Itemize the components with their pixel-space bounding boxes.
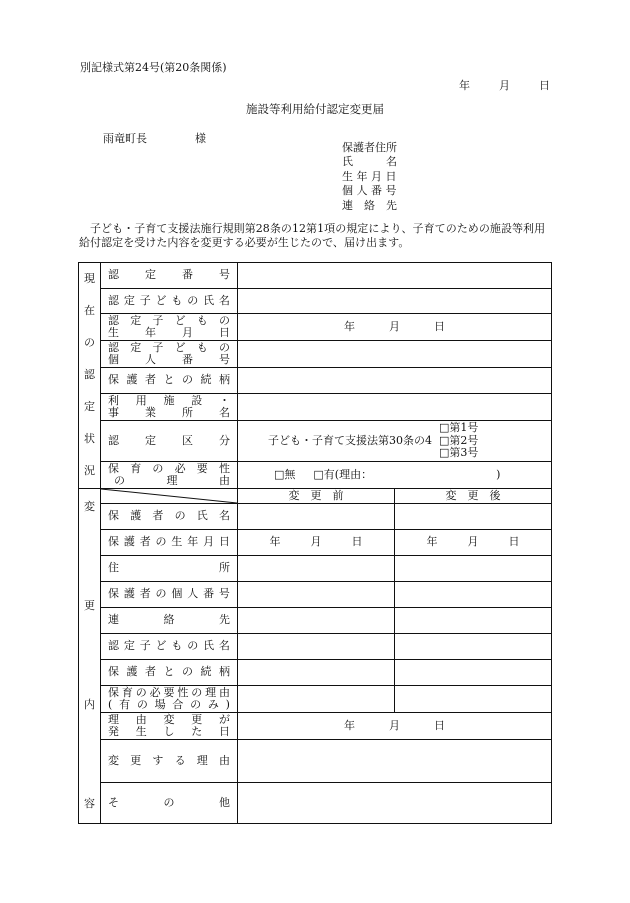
label-char: と — [163, 373, 175, 387]
child-name-field[interactable] — [238, 289, 552, 314]
label-char: 更 — [130, 753, 142, 767]
label-char: も — [171, 639, 183, 653]
change-reason-field[interactable] — [238, 740, 552, 783]
label-char: 理 — [166, 474, 178, 487]
form-number: 別記様式第24号(第20条関係) — [80, 61, 227, 74]
applicant-name-label: 氏 名 — [342, 155, 397, 169]
label-char: の — [136, 698, 148, 711]
label-char: 護 — [123, 587, 135, 601]
label-char: 氏 — [203, 293, 215, 307]
change-details-section-label — [79, 489, 101, 824]
label-char: が — [219, 712, 230, 726]
label-char: 発 — [108, 725, 119, 738]
contact-after[interactable] — [395, 608, 552, 634]
label-char: た — [191, 725, 203, 738]
category-option-checkbox[interactable]: □第3号 — [439, 446, 479, 460]
date-unit: 年 — [269, 535, 281, 549]
label-char: 氏 — [196, 509, 208, 523]
submission-date — [459, 77, 550, 93]
other-field[interactable] — [238, 783, 552, 824]
cert-number-field[interactable] — [238, 263, 552, 289]
label-char: 必 — [149, 685, 161, 699]
change-details-char: 更 — [84, 599, 95, 613]
label-char: 護 — [123, 535, 135, 549]
contact-before[interactable] — [238, 608, 395, 634]
label-char: の — [191, 685, 203, 699]
label-char: ( — [108, 698, 113, 711]
label-char: の — [187, 639, 199, 653]
label-char: 名 — [218, 293, 230, 307]
label-char: 保 — [108, 535, 119, 549]
guardian-number-before[interactable] — [238, 582, 395, 608]
cert-number-label — [101, 263, 238, 289]
label-char: 続 — [200, 665, 212, 679]
label-char: 住 — [108, 561, 119, 575]
label-char: 者 — [152, 509, 164, 523]
change-date-label — [101, 713, 238, 740]
label-char: 番 — [203, 587, 215, 601]
label-char: る — [174, 753, 186, 767]
current-status-section-label — [79, 263, 101, 489]
label-char: 生 — [171, 535, 183, 549]
change-need-label — [101, 686, 238, 713]
applicant-address-label: 保護者住所 — [342, 141, 397, 154]
label-char: も — [196, 340, 208, 354]
label-char: 個 — [171, 587, 183, 601]
label-char: 号 — [219, 268, 230, 282]
change-reason-label — [101, 740, 238, 783]
label-char: 者 — [139, 587, 151, 601]
change-child-name-label — [101, 634, 238, 660]
label-char: 連 — [108, 613, 119, 627]
applicant-block — [342, 141, 397, 213]
change-need-after[interactable] — [395, 686, 552, 713]
label-char: 号 — [218, 587, 230, 601]
diagonal-line — [101, 489, 237, 503]
label-char: の — [174, 509, 186, 523]
label-char: 子 — [139, 293, 151, 307]
label-char: 理 — [196, 753, 208, 767]
label-char: 日 — [219, 725, 230, 738]
label-char: 名 — [218, 509, 230, 523]
label-char: 分 — [219, 433, 230, 447]
change-relationship-before[interactable] — [238, 660, 395, 686]
label-char: 護 — [126, 665, 138, 679]
change-details-char: 変 — [84, 500, 95, 513]
need-close-paren: ) — [496, 467, 501, 481]
label-char: の — [187, 293, 199, 307]
current-status-char: 認 — [84, 368, 95, 382]
label-char: の — [155, 535, 167, 549]
label-char: の — [152, 461, 164, 475]
label-char: 由 — [219, 685, 230, 699]
label-char: ・ — [219, 393, 230, 407]
addressee-suffix: 様 — [195, 132, 206, 145]
label-char: も — [171, 293, 183, 307]
other-label — [101, 783, 238, 824]
declaration-text: 子ども・子育て支援法施行規則第28条の12第1項の規定により、子育てのための施設等利用給付認定を受けた内容を変更する必要が生じたので、届け出ます。 — [79, 222, 546, 250]
label-char: 定 — [145, 433, 156, 447]
label-char: 保 — [108, 685, 119, 699]
label-char: 日 — [218, 535, 230, 549]
category-law-text: 子ども・子育て支援法第30条の4 — [268, 433, 432, 447]
label-char: ど — [155, 293, 167, 307]
label-char: 人 — [187, 587, 199, 601]
label-char: 保 — [108, 509, 119, 523]
label-char: 区 — [182, 433, 193, 447]
guardian-number-after[interactable] — [395, 582, 552, 608]
label-char: 番 — [182, 268, 193, 282]
current-status-char: 状 — [84, 432, 95, 446]
label-char: 要 — [196, 461, 208, 475]
label-char: 由 — [135, 712, 147, 726]
addressee — [103, 130, 206, 146]
label-char: 名 — [218, 639, 230, 653]
child-name-label — [101, 289, 238, 314]
facility-label — [101, 394, 238, 421]
date-unit: 年 — [344, 319, 355, 333]
addressee-name: 雨竜町長 — [103, 132, 147, 145]
label-char: 者 — [145, 373, 156, 387]
label-char: 理 — [108, 712, 119, 726]
address-label — [101, 556, 238, 582]
category-field — [238, 421, 552, 462]
label-char: 認 — [108, 268, 119, 282]
change-details-char: 容 — [84, 797, 95, 811]
need-none-checkbox[interactable]: □無 — [274, 467, 296, 481]
label-char: 性 — [218, 461, 230, 475]
current-status-char: の — [84, 336, 95, 350]
label-char: 育 — [130, 461, 142, 475]
date-unit: 日 — [434, 718, 445, 732]
guardian-birth-before[interactable] — [238, 530, 395, 556]
label-char: の — [218, 340, 230, 354]
label-char: 理 — [205, 685, 217, 699]
label-char: 続 — [200, 373, 212, 387]
relationship-field[interactable] — [238, 368, 552, 394]
label-char: 子 — [152, 313, 164, 327]
label-char: 業 — [145, 406, 156, 419]
label-char: 保 — [108, 665, 119, 679]
form-title: 施設等利用給付認定変更届 — [246, 102, 384, 116]
date-unit: 日 — [351, 535, 363, 549]
need-yes-checkbox[interactable]: □有(理由： — [313, 467, 373, 481]
label-char: 必 — [174, 461, 186, 475]
change-child-name-after[interactable] — [395, 634, 552, 660]
label-char: 護 — [130, 509, 142, 523]
label-char: 由 — [218, 753, 230, 767]
label-char: の — [182, 665, 193, 679]
label-char: そ — [108, 795, 119, 809]
change-relationship-after[interactable] — [395, 660, 552, 686]
label-char: 定 — [123, 639, 135, 653]
label-char: 保 — [108, 587, 119, 601]
category-label — [101, 421, 238, 462]
label-char: ど — [174, 340, 186, 354]
label-char: 設 — [191, 393, 203, 407]
need-reason-label — [101, 462, 238, 489]
address-before[interactable] — [238, 556, 395, 582]
label-char: 氏 — [203, 639, 215, 653]
label-char: 変 — [163, 712, 175, 726]
label-char: の — [155, 587, 167, 601]
label-char: 認 — [108, 433, 119, 447]
guardian-birth-label — [101, 530, 238, 556]
date-year-label: 年 — [459, 79, 470, 92]
label-char: ど — [174, 313, 186, 327]
current-status-char: 在 — [84, 304, 95, 318]
current-status-char: 定 — [84, 400, 95, 414]
applicant-contact-label: 連 絡 先 — [342, 198, 397, 212]
label-char: す — [152, 753, 164, 767]
label-char: の — [190, 698, 202, 711]
label-char: 保 — [108, 373, 119, 387]
label-char: 更 — [191, 712, 203, 726]
date-unit: 年 — [344, 718, 355, 732]
label-char: 月 — [182, 326, 193, 339]
label-char: 保 — [108, 461, 119, 475]
label-char: 号 — [219, 353, 230, 366]
date-month-label: 月 — [499, 79, 510, 92]
label-char: 日 — [219, 326, 230, 339]
label-char: 由 — [219, 474, 230, 487]
label-char: 先 — [219, 613, 230, 627]
label-char: 子 — [152, 340, 164, 354]
date-day-label: 日 — [539, 79, 550, 92]
label-char: 人 — [145, 353, 156, 366]
child-number-field[interactable] — [238, 341, 552, 368]
label-char: み — [207, 698, 219, 711]
label-char: 定 — [123, 293, 135, 307]
label-char: 柄 — [219, 373, 230, 387]
label-char: 認 — [108, 639, 119, 653]
label-char: 事 — [108, 406, 119, 419]
before-change-header: 変 更 前 — [238, 489, 395, 504]
guardian-name-label — [101, 504, 238, 530]
label-char: 施 — [163, 393, 175, 407]
label-char: 者 — [145, 665, 156, 679]
change-notification-table — [78, 262, 552, 824]
child-number-label — [101, 341, 238, 368]
change-child-name-before[interactable] — [238, 634, 395, 660]
label-char: 用 — [135, 393, 147, 407]
date-unit: 月 — [389, 718, 400, 732]
label-char: 定 — [130, 313, 142, 327]
label-char: 利 — [108, 393, 119, 407]
relationship-label — [101, 368, 238, 394]
current-status-char: 現 — [84, 272, 95, 286]
label-char: 番 — [182, 353, 193, 366]
label-char: 護 — [126, 373, 138, 387]
date-unit: 日 — [434, 319, 445, 333]
facility-field[interactable] — [238, 394, 552, 421]
applicant-number-label: 個 人 番 号 — [342, 184, 397, 198]
change-relationship-label — [101, 660, 238, 686]
label-char: 柄 — [219, 665, 230, 679]
category-option-checkbox[interactable]: □第1号 — [439, 421, 479, 435]
label-char: 年 — [145, 326, 156, 339]
change-details-char: 内 — [84, 698, 95, 712]
address-after[interactable] — [395, 556, 552, 582]
label-char: 生 — [135, 725, 147, 738]
label-char: の — [135, 685, 147, 699]
label-char: 要 — [163, 685, 175, 699]
label-char: の — [163, 795, 175, 809]
child-birthdate-label — [101, 314, 238, 341]
label-char: 合 — [172, 698, 184, 711]
label-char: 定 — [145, 268, 156, 282]
label-char: の — [114, 474, 125, 487]
label-char: 月 — [203, 535, 215, 549]
date-unit: 月 — [310, 535, 322, 549]
label-char: 子 — [139, 639, 151, 653]
label-char: の — [182, 373, 193, 387]
label-char: し — [163, 725, 175, 738]
label-char: 所 — [182, 406, 193, 419]
change-need-before[interactable] — [238, 686, 395, 713]
label-char: 認 — [108, 293, 119, 307]
need-reason-field — [238, 462, 552, 489]
label-char: 場 — [154, 698, 166, 711]
label-char: 者 — [139, 535, 151, 549]
label-char: 有 — [119, 698, 131, 711]
contact-label — [101, 608, 238, 634]
guardian-name-after[interactable] — [395, 504, 552, 530]
category-option-checkbox[interactable]: □第2号 — [439, 433, 479, 447]
date-unit: 日 — [508, 535, 520, 549]
label-char: 性 — [177, 685, 189, 699]
label-char: 所 — [219, 561, 230, 575]
label-char: も — [196, 313, 208, 327]
label-char: 他 — [219, 795, 230, 809]
label-char: 認 — [108, 340, 119, 354]
date-unit: 月 — [389, 319, 400, 333]
label-char: と — [163, 665, 175, 679]
label-char: 定 — [130, 340, 142, 354]
current-status-char: 況 — [84, 464, 95, 478]
child-birthdate-field[interactable] — [238, 314, 552, 341]
applicant-birthdate-label: 生 年 月 日 — [342, 169, 397, 183]
label-char: ) — [225, 698, 230, 711]
after-change-header: 変 更 後 — [395, 489, 552, 504]
date-unit: 月 — [467, 535, 479, 549]
label-char: の — [218, 313, 230, 327]
label-char: 個 — [108, 353, 119, 366]
label-char: ど — [155, 639, 167, 653]
label-char: 育 — [121, 685, 133, 699]
date-unit: 年 — [426, 535, 438, 549]
diagonal-header-cell — [101, 489, 238, 504]
label-char: 名 — [219, 406, 230, 419]
label-char: 認 — [108, 313, 119, 327]
change-date-field[interactable] — [238, 713, 552, 740]
guardian-number-label — [101, 582, 238, 608]
label-char: 生 — [108, 326, 119, 339]
label-char: 年 — [187, 535, 199, 549]
guardian-name-before[interactable] — [238, 504, 395, 530]
label-char: 変 — [108, 753, 119, 767]
guardian-birth-after[interactable] — [395, 530, 552, 556]
label-char: 絡 — [163, 613, 175, 627]
